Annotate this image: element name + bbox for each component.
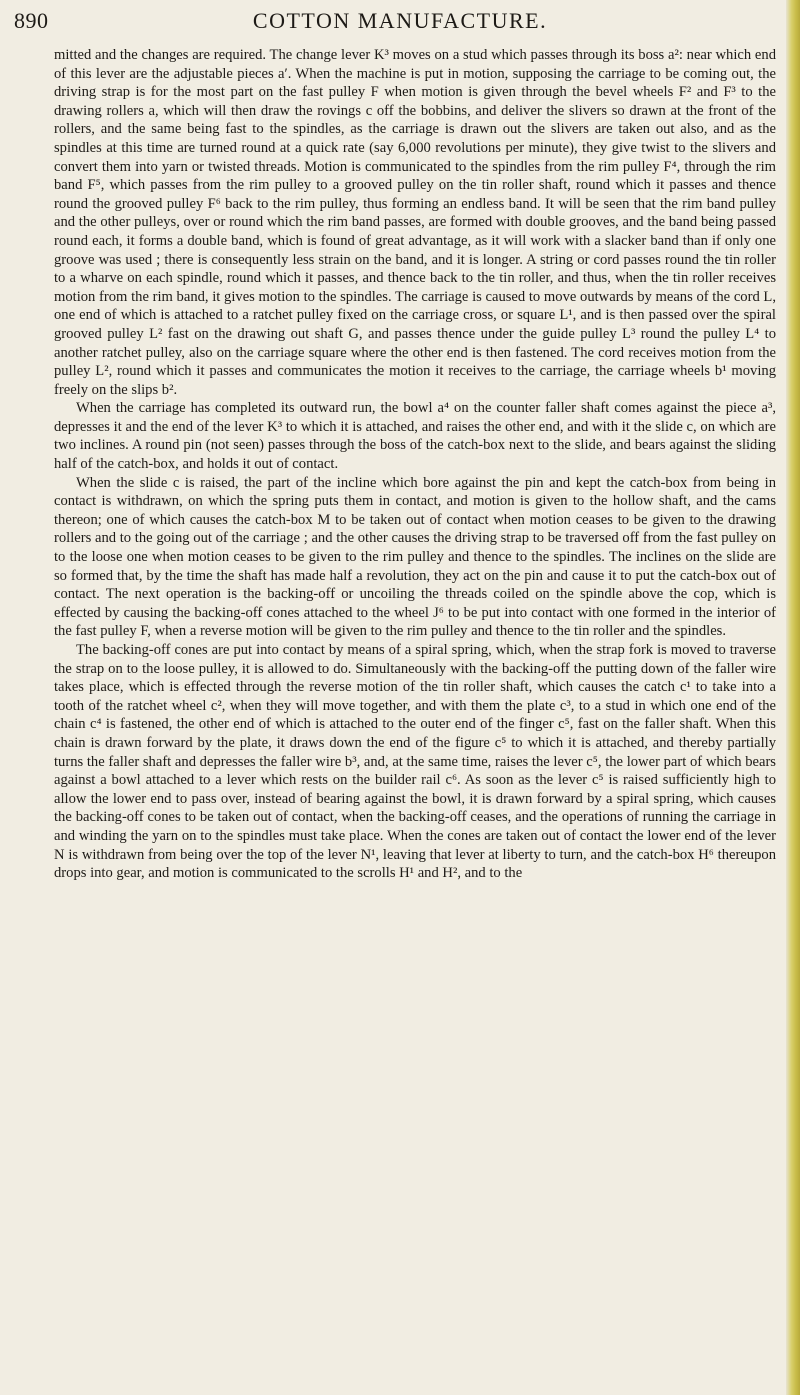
page-edge (786, 0, 800, 1395)
paragraph: When the slide c is raised, the part of the incline which bore against the pin and kept the catch-box from being in contact is withdrawn, on which the spring puts them in contact, and motion is given to the hollow shaft, and the cams thereon; one of which causes the catch-box M to be taken out of contact when motion ceases to be given to the drawing rollers and to the going out of the carriage ; and the other causes the driving strap to be traversed off from the fast pulley on to the loose one when motion ceases to be given to the rim pulley and thence to the spindles. The inclines on the slide are so formed that, by the time the shaft has made half a revolution, they act on the pin and cause it to put the catch-box out of contact. The next operation is the backing-off or uncoiling the threads coiled on the spindle above the cop, which is effected by causing the backing-off cones attached to the wheel J⁶ to be put into contact with one formed in the interior of the fast pulley F, when a reverse motion will be given to the rim pulley and thence to the tin roller and the spindles. (54, 474, 776, 640)
page-header (0, 8, 800, 40)
running-title: COTTON MANUFACTURE. (252, 8, 548, 33)
paragraph: mitted and the changes are required. The change lever K³ moves on a stud which passes through its boss a²: near which end of this lever are the adjustable pieces a′. When the machine is put in motion, supposing the carriage to be coming out, the driving strap is for the most part on the fast pulley F when motion is given through the bevel wheels F² and F³ to the drawing rollers a, which will then draw the rovings c off the bobbins, and deliver the slivers so drawn at the front of the rollers, and the same being fast to the spindles, as the carriage is drawn out the slivers are taken out also, and as the spindles at this time are turned round at a quick rate (say 6,000 revolutions per minute), they give twist to the slivers and convert them into yarn or twisted threads. Motion is communicated to the spindles from the rim pulley F⁴, through the rim band F⁵, which passes from the rim pulley to a grooved pulley on the tin roller shaft, round which it passes and thence round the grooved pulley F⁶ back to the rim pulley, thus forming an endless band. It will be seen that the rim band pulley and the other pulleys, over or round which the rim band passes, are formed with double grooves, and the band being passed round each, it forms a double band, which is found of great advantage, as it will work with a slacker band than if only one groove was used ; there is consequently less strain on the band, and it is longer. A string or cord passes round the tin roller to a wharve on each spindle, round which it passes, and thence back to the tin roller, and thus, when the tin roller receives motion from the rim band, it gives motion to the spindles. The carriage is caused to move outwards by means of the cord L, one end of which is attached to a ratchet pulley fixed on the carriage cross, or square L¹, and is then passed over the spiral grooved pulley L² fast on the drawing out shaft G, and passes thence under the guide pulley L³ round the pulley L⁴ to another ratchet pulley, also on the carriage square where the other end is then fastened. The cord receives motion from the pulley L², round which it passes and communicates the motion it receives to the carriage, the carriage wheels b¹ moving freely on the slips b². (54, 47, 776, 398)
paragraph: When the carriage has completed its outward run, the bowl a⁴ on the counter faller shaft comes against the piece a³, depresses it and the end of the lever K³ to which it is attached, and raises the other end, and with it the slide c, on which are two inclines. A round pin (not seen) passes through the boss of the catch-box next to the slide, and bears against the sliding half of the catch-box, and holds it out of contact. (54, 400, 776, 473)
body-text (54, 46, 776, 883)
page-number: 890 (14, 8, 49, 33)
paragraph: The backing-off cones are put into contact by means of a spiral spring, which, when the strap fork is moved to traverse the strap on to the loose pulley, it is allowed to do. Simultaneously with the backing-off the putting down of the faller wire takes place, which is effected through the reverse motion of the tin roller shaft, which causes the catch c¹ to take into a tooth of the ratchet wheel c², when they will move together, and with them the plate c³, to a stud in which one end of the chain c⁴ is fastened, the other end of which is attached to the outer end of the finger c⁵, fast on the faller shaft. When this chain is drawn forward by the plate, it draws down the end of the figure c⁵ to which it is attached, and thereby partially turns the faller shaft and depresses the faller wire b³, and, at the same time, raises the lever c⁵, the lower part of which bears against a bowl attached to a lever which rests on the builder rail c⁶. As soon as the lever c⁵ is raised sufficiently high to allow the lower end to pass over, instead of bearing against the bowl, it is drawn forward by a spiral spring, which causes the backing-off cones to be taken out of contact, when the backing-off ceases, and the operations of running the carriage in and winding the yarn on to the spindles must take place. When the cones are taken out of contact the lower end of the lever N is withdrawn from being over the top of the lever N¹, leaving that lever at liberty to turn, and the catch-box H⁶ thereupon drops into gear, and motion is communicated to the scrolls H¹ and H², and to the (54, 642, 776, 882)
